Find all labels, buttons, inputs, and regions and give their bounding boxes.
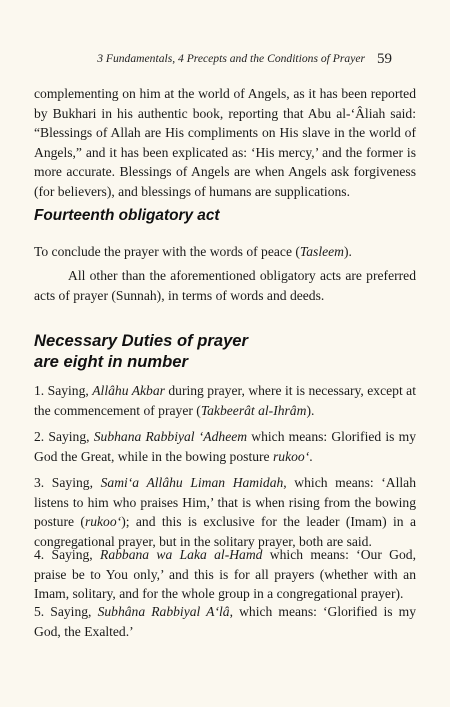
list-item-text: , which means: ‘Glorified is my God, the Exalted.’ [34, 604, 416, 639]
heading-necessary-duties [34, 330, 416, 372]
list-item-italic: rukoo‘ [272, 448, 310, 464]
list-item-text: which means: Glorified is my God the Great, while in the bowing posture [34, 429, 417, 464]
list-item [34, 427, 416, 466]
list-item-text: ). [306, 402, 315, 418]
list-item-text: . [309, 448, 313, 464]
list-item-italic: rukoo‘ [84, 514, 122, 530]
list-item [34, 381, 416, 420]
list-item-italic: Subhana Rabbiyal ‘Adheem [93, 429, 248, 444]
list-item-italic: Takbeerât al-Ihrâm [200, 402, 307, 418]
paragraph-2-text: To conclude the prayer with the words of peace ( [34, 244, 300, 259]
list-item-italic: Sami‘a Allâhu Liman Hamidah [100, 475, 284, 490]
list-item-text: which means: ‘Our God, praise be to You only,’ and this is for all prayers (whether with an Imam, solitary, and for the whole group in a congregational prayer). [34, 547, 416, 602]
list-item-text: 5. Saying, [34, 604, 98, 619]
paragraph-2-italic: Tasleem [299, 244, 344, 259]
paragraph-2 [34, 242, 416, 262]
list-item-text: during prayer, where it is necessary, except at the commencement of prayer ( [34, 383, 416, 418]
list-item-italic: Allâhu Akbar [92, 383, 165, 398]
page-number: 59 [377, 51, 392, 67]
list-item-text: 1. Saying, [34, 383, 93, 398]
list-item-text: 2. Saying, [34, 429, 94, 444]
list-item-text: 3. Saying, [34, 475, 101, 490]
list-item [34, 602, 416, 641]
heading-fourteenth-obligatory-act: Fourteenth obligatory act [34, 207, 220, 224]
list-item-italic: Subhâna Rabbiyal A‘lâ [97, 604, 230, 619]
heading-necessary-duties-line-2: are eight in number [34, 352, 188, 371]
paragraph-3: All other than the aforementioned obligatory acts are preferred acts of prayer (Sunnah), in terms of words and deeds. [34, 268, 416, 303]
list-item [34, 473, 416, 551]
running-head [40, 50, 392, 67]
list-item-text: , which means: ‘Allah listens to him who praises Him,’ that is when rising from the bowing posture ( [34, 475, 416, 530]
paragraph-2-end: ). [343, 244, 352, 259]
list-item-text: ); and this is exclusive for the leader (Imam) in a congregational prayer, but in the solitary prayer, both are said. [34, 514, 416, 549]
running-head-title: 3 Fundamentals, 4 Precepts and the Conditions of Prayer [97, 52, 365, 65]
paragraph-1: complementing on him at the world of Angels, as it has been reported by Bukhari in his authentic book, reporting that Abu al-‘Âliah said: “Blessings of Allah are His compliments on His slave in the world of Angels,” and it has been explicated as: ‘His mercy,’ and the former is more accurate. Blessings of Angels are when Angels ask forgiveness (for believers), and blessings of humans are supplications. [34, 86, 416, 199]
list-item-italic: Rabbana wa Laka al-Hamd [100, 547, 263, 562]
list-item [34, 545, 416, 604]
heading-necessary-duties-line-1: Necessary Duties of prayer [34, 331, 248, 350]
list-item-text: 4. Saying, [34, 547, 101, 562]
